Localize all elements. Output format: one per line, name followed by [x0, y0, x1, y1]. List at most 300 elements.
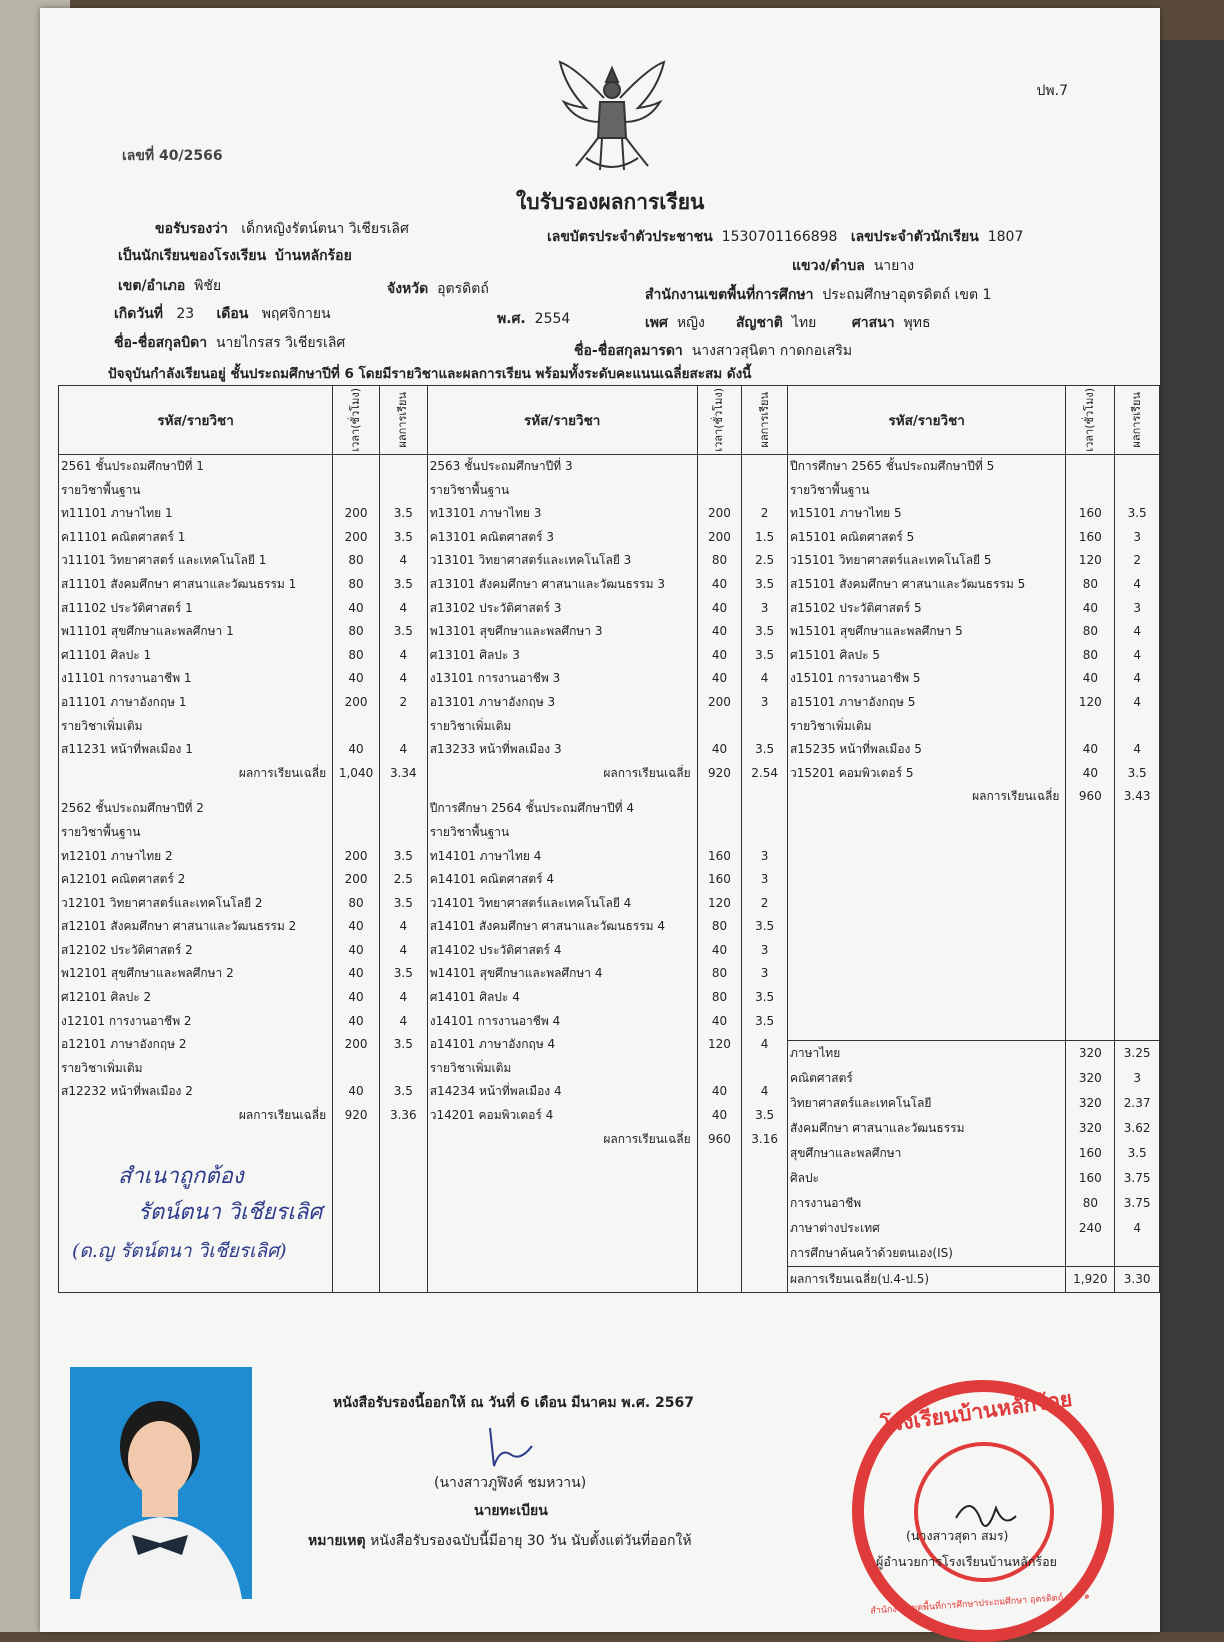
- summary-cell: การศึกษาค้นคว้าด้วยตนเอง(IS): [789, 1246, 953, 1260]
- hours-cell: [333, 715, 379, 739]
- hours-cell: 40: [348, 990, 364, 1005]
- grade-cell: [742, 797, 787, 821]
- hours-cell: 80: [348, 576, 364, 591]
- summary-total-cell: ผลการเรียนเฉลี่ย(ป.4-ป.5): [788, 1266, 1065, 1292]
- average-label: ผลการเรียนเฉลี่ย: [603, 1131, 691, 1146]
- grade-cell: 3.5: [393, 576, 413, 591]
- summary-cell: 160: [1078, 1171, 1102, 1185]
- subject-cell: รายวิชาเพิ่มเติม: [429, 718, 512, 733]
- subject-cell: ศ15101 ศิลปะ 5: [789, 647, 881, 662]
- hours-cell: 160: [708, 848, 731, 863]
- header-grade-2: [742, 386, 788, 455]
- grade-cell: 4: [399, 919, 408, 934]
- student-photo: [70, 1367, 252, 1599]
- hours-cell: 40: [711, 624, 728, 639]
- subject-cell: พ15101 สุขศึกษาและพลศึกษา 5: [789, 624, 963, 639]
- subject-cell: ศ14101 ศิลปะ 4: [429, 990, 520, 1005]
- subject-cell: 2562 ชั้นประถมศึกษาปีที่ 2: [61, 801, 204, 816]
- hours-cell: 40: [711, 647, 728, 662]
- hours-cell: 200: [708, 506, 731, 521]
- subject-cell: ศ12101 ศิลปะ 2: [61, 990, 152, 1005]
- school-label: เป็นนักเรียนของโรงเรียน: [118, 248, 267, 264]
- subject-cell: ง13101 การงานอาชีพ 3: [429, 671, 561, 686]
- subject-cell: ส14101 สังคมศึกษา ศาสนาและวัฒนธรรม 4: [429, 919, 666, 934]
- summary-cell: 3.62: [1123, 1121, 1151, 1135]
- grade-cell: 3: [760, 872, 769, 887]
- hours-cell: 40: [348, 1084, 364, 1099]
- grade-cell: 3.5: [393, 895, 413, 910]
- average-label: ผลการเรียนเฉลี่ย: [238, 765, 327, 780]
- district-label: เขต/อำเภอ: [118, 278, 186, 294]
- mother-label: ชื่อ-ชื่อสกุลมารดา: [574, 343, 683, 359]
- mother-name: นางสาวสุนิตา กาดกอเสริม: [691, 343, 853, 359]
- grade-cell: 3.5: [393, 848, 413, 863]
- hours-cell: 200: [344, 694, 368, 709]
- hours-cell: 1,040: [338, 765, 374, 780]
- hours-cell: 40: [711, 1108, 728, 1123]
- summary-block: [1066, 1040, 1114, 1292]
- grade-cell: [742, 821, 787, 845]
- registrar-signature-icon: [480, 1418, 540, 1478]
- grade-cell: 3.5: [1127, 506, 1147, 521]
- page-title: ใบรับรองผลการเรียน: [516, 190, 705, 214]
- grade-cell: 2: [760, 506, 769, 521]
- grades-table: [58, 385, 1160, 1293]
- grade-cell: 3: [760, 848, 769, 863]
- summary-cell: 4: [1133, 1221, 1141, 1235]
- grade-cell: [1115, 715, 1159, 739]
- grade-cell: 4: [1133, 742, 1141, 757]
- summary-cell: 320: [1078, 1121, 1102, 1135]
- grade-cell: [1115, 455, 1159, 479]
- office-line: [645, 284, 991, 306]
- province-line: [387, 278, 489, 300]
- grade-cell: [380, 715, 427, 739]
- hours-cell: 200: [344, 848, 368, 863]
- subdistrict-line: [792, 255, 914, 277]
- hours-cell: 120: [708, 1037, 731, 1052]
- grade-cell: 4: [399, 742, 408, 757]
- hours-cell: 80: [348, 553, 364, 568]
- subject-cell: ง11101 การงานอาชีพ 1: [61, 671, 192, 686]
- grade-cell: [742, 479, 787, 503]
- hours-cell: [698, 479, 742, 503]
- header-subject-1: รหัส/รายวิชา: [59, 386, 333, 455]
- grade-cell: [1115, 479, 1159, 503]
- district-line: [118, 275, 221, 297]
- summary-cell: การงานอาชีพ: [789, 1196, 862, 1210]
- born-year-label: พ.ศ.: [497, 311, 526, 327]
- grade-cell: 3: [760, 694, 769, 709]
- note-label: หมายเหตุ: [308, 1533, 366, 1549]
- father-line: [114, 332, 345, 354]
- subject-cell: 2563 ชั้นประถมศึกษาปีที่ 3: [429, 459, 573, 473]
- subject-cell: พ14101 สุขศึกษาและพลศึกษา 4: [429, 966, 603, 981]
- grade-cell: 3: [760, 966, 769, 981]
- hours-cell: 40: [711, 600, 728, 615]
- note-text: หนังสือรับรองฉบับนี้มีอายุ 30 วัน นับตั้งแต่วันที่ออกให้: [370, 1533, 692, 1549]
- born-month: พฤศจิกายน: [261, 306, 331, 322]
- subject-cell: ท13101 ภาษาไทย 3: [429, 506, 542, 521]
- hours-cell: 80: [711, 990, 728, 1005]
- header-grade-label: ผลการเรียน: [396, 392, 410, 448]
- sex-nationality-line: [645, 312, 931, 334]
- certify-line: [155, 218, 409, 240]
- grade-cell: 3.5: [393, 1084, 413, 1099]
- seal-text-bottom: สำนักงานเขตพื้นที่การศึกษาประถมศึกษา อุตรดิตถ์ เขต ๑: [869, 1591, 1090, 1617]
- hours-cell: 80: [1082, 624, 1098, 639]
- registrar-title: นายทะเบียน: [474, 1503, 548, 1519]
- note-line: [308, 1530, 692, 1552]
- subject-cell: อ11101 ภาษาอังกฤษ 1: [61, 694, 187, 709]
- certify-label: ขอรับรองว่า: [155, 221, 228, 237]
- subject-cell: ค12101 คณิตศาสตร์ 2: [61, 872, 186, 887]
- nationality-value: ไทย: [791, 315, 817, 331]
- summary-cell: [1115, 1241, 1159, 1266]
- grade-cell: 3.5: [1127, 765, 1147, 780]
- subdistrict-label: แขวง/ตำบล: [792, 258, 865, 274]
- student-name: เด็กหญิงรัตน์ตนา วิเชียรเลิศ: [241, 221, 409, 237]
- current-study-line: ปัจจุบันกำลังเรียนอยู่ ชั้นประถมศึกษาปีที่ 6 โดยมีรายวิชาและผลการเรียน พร้อมทั้งระดับคะแนนเฉลี่ยสะสม ดังนี้: [108, 366, 752, 382]
- col1-grades: [379, 455, 427, 1293]
- summary-block: [788, 1040, 1065, 1292]
- hours-cell: [1066, 479, 1114, 503]
- hours-cell: [333, 797, 379, 821]
- grade-cell: 3.5: [755, 990, 775, 1005]
- average-label: ผลการเรียนเฉลี่ย: [603, 765, 691, 780]
- hours-cell: 920: [708, 765, 731, 780]
- summary-cell: วิทยาศาสตร์และเทคโนโลยี: [789, 1096, 932, 1110]
- grade-cell: [380, 455, 427, 479]
- subject-cell: ส15235 หน้าที่พลเมือง 5: [789, 742, 922, 757]
- hours-cell: 40: [1082, 765, 1098, 780]
- table-header-row: [59, 386, 1160, 455]
- header-grade-3: [1115, 386, 1160, 455]
- grade-cell: 3.5: [755, 919, 775, 934]
- id-card-number: 1530701166898: [721, 229, 838, 245]
- student-number: 1807: [987, 229, 1024, 245]
- subject-cell: ส15102 ประวัติศาสตร์ 5: [789, 600, 922, 615]
- grade-cell: 3: [1133, 529, 1141, 544]
- director-title: ผู้อำนวยการโรงเรียนบ้านหลักร้อย: [876, 1554, 1057, 1569]
- hours-cell: 40: [711, 1084, 728, 1099]
- grade-cell: 4: [1133, 624, 1141, 639]
- subject-cell: รายวิชาเพิ่มเติม: [429, 1060, 512, 1075]
- header-hours-label: เวลา(ชั่วโมง): [1083, 388, 1097, 452]
- subdistrict-value: นายาง: [873, 258, 915, 274]
- subject-cell: ศ13101 ศิลปะ 3: [429, 647, 520, 662]
- hours-cell: 120: [1078, 553, 1102, 568]
- student-no-label: เลขประจำตัวนักเรียน: [850, 229, 979, 245]
- hours-cell: 40: [348, 966, 364, 981]
- grade-cell: 2: [399, 694, 408, 709]
- subject-cell: พ11101 สุขศึกษาและพลศึกษา 1: [61, 624, 234, 639]
- subject-cell: ส13101 สังคมศึกษา ศาสนาและวัฒนธรรม 3: [429, 576, 666, 591]
- grade-cell: 3.5: [393, 506, 413, 521]
- grade-cell: 3.5: [393, 1037, 413, 1052]
- grade-cell: 3.43: [1123, 789, 1151, 804]
- subject-cell: อ15101 ภาษาอังกฤษ 5: [789, 694, 916, 709]
- birth-line: [114, 303, 331, 325]
- subject-cell: ท12101 ภาษาไทย 2: [61, 848, 173, 863]
- grade-cell: 3.5: [755, 647, 775, 662]
- grade-cell: 3.5: [393, 529, 413, 544]
- subject-cell: ง15101 การงานอาชีพ 5: [789, 671, 921, 686]
- school-seal: [852, 1380, 1114, 1642]
- hours-cell: 960: [1078, 789, 1102, 804]
- summary-cell: ภาษาต่างประเทศ: [789, 1221, 880, 1235]
- header-hours-label: เวลา(ชั่วโมง): [349, 388, 363, 452]
- col1-hours: [333, 455, 380, 1293]
- subject-cell: ส14102 ประวัติศาสตร์ 4: [429, 942, 562, 957]
- subject-cell: รายวิชาพื้นฐาน: [61, 482, 141, 497]
- summary-total-cell: 3.30: [1115, 1266, 1159, 1292]
- grade-cell: 4: [399, 647, 408, 662]
- nationality-label: สัญชาติ: [735, 315, 783, 331]
- hours-cell: 40: [1082, 671, 1098, 686]
- header-hours-label: เวลา(ชั่วโมง): [712, 388, 726, 452]
- subject-cell: พ12101 สุขศึกษาและพลศึกษา 2: [61, 966, 234, 981]
- summary-cell: 3.25: [1123, 1046, 1151, 1060]
- grade-cell: 3.5: [755, 742, 775, 757]
- subject-cell: ค14101 คณิตศาสตร์ 4: [429, 872, 555, 887]
- grade-cell: 3.5: [755, 1108, 775, 1123]
- summary-cell: 3.5: [1127, 1146, 1147, 1160]
- header-hours-2: [697, 386, 742, 455]
- grade-cell: 3.16: [751, 1131, 778, 1146]
- hours-cell: [698, 1057, 742, 1081]
- subject-cell: ส13233 หน้าที่พลเมือง 3: [429, 742, 562, 757]
- grade-cell: 3.34: [389, 765, 417, 780]
- header-hours-3: [1066, 386, 1115, 455]
- subject-cell: ว15201 คอมพิวเตอร์ 5: [789, 765, 914, 780]
- subject-cell: ท15101 ภาษาไทย 5: [789, 506, 902, 521]
- district-value: พิชัย: [194, 278, 222, 294]
- subject-cell: ศ11101 ศิลปะ 1: [61, 647, 152, 662]
- subject-cell: ส11102 ประวัติศาสตร์ 1: [61, 600, 193, 615]
- hours-cell: 40: [711, 742, 728, 757]
- subject-cell: รายวิชาพื้นฐาน: [789, 482, 870, 497]
- subject-cell: ว15101 วิทยาศาสตร์และเทคโนโลยี 5: [789, 553, 992, 568]
- hours-cell: 80: [711, 919, 728, 934]
- office-label: สำนักงานเขตพื้นที่การศึกษา: [645, 287, 814, 303]
- average-label: ผลการเรียนเฉลี่ย: [972, 789, 1060, 804]
- hours-cell: [698, 797, 742, 821]
- header-subject-2: รหัส/รายวิชา: [427, 386, 697, 455]
- subject-cell: ว14101 วิทยาศาสตร์และเทคโนโลยี 4: [429, 895, 632, 910]
- subject-cell: รายวิชาพื้นฐาน: [429, 824, 510, 839]
- grade-cell: 4: [760, 1084, 769, 1099]
- grade-cell: 4: [399, 671, 408, 686]
- hours-cell: 80: [711, 966, 728, 981]
- born-day: 23: [176, 306, 195, 322]
- row-gap: [59, 785, 332, 797]
- subject-cell: ง14101 การงานอาชีพ 4: [429, 1013, 561, 1028]
- born-year: 2554: [534, 311, 571, 327]
- province-label: จังหวัด: [387, 281, 429, 297]
- religion-value: พุทธ: [903, 315, 931, 331]
- subject-cell: ท14101 ภาษาไทย 4: [429, 848, 542, 863]
- hours-cell: [1066, 715, 1114, 739]
- handwritten-signature: รัตน์ตนา วิเชียรเลิศ: [138, 1200, 323, 1225]
- grade-cell: 2.54: [751, 765, 778, 780]
- summary-cell: สังคมศึกษา ศาสนาและวัฒนธรรม: [789, 1121, 965, 1135]
- summary-cell: ศิลปะ: [789, 1171, 820, 1185]
- col2-hours: [697, 455, 742, 1293]
- hours-cell: [1066, 455, 1114, 479]
- school-name: บ้านหลักร้อย: [275, 248, 352, 264]
- hours-cell: 40: [348, 1013, 364, 1028]
- grade-cell: 3.5: [755, 1013, 775, 1028]
- grade-cell: 3: [1133, 600, 1141, 615]
- hours-cell: [333, 821, 379, 845]
- hours-cell: [698, 455, 742, 479]
- subject-cell: ส15101 สังคมศึกษา ศาสนาและวัฒนธรรม 5: [789, 576, 1026, 591]
- header-grade-label: ผลการเรียน: [757, 392, 771, 448]
- subject-cell: รายวิชาพื้นฐาน: [429, 482, 510, 497]
- hours-cell: 80: [348, 895, 364, 910]
- summary-cell: [1066, 1241, 1114, 1266]
- office-value: ประถมศึกษาอุตรดิตถ์ เขต 1: [822, 287, 992, 303]
- subject-cell: ค11101 คณิตศาสตร์ 1: [61, 529, 186, 544]
- subject-cell: ค13101 คณิตศาสตร์ 3: [429, 529, 555, 544]
- header-grade-label: ผลการเรียน: [1130, 392, 1144, 448]
- birth-year-line: [497, 308, 570, 330]
- subject-cell: อ14101 ภาษาอังกฤษ 4: [429, 1037, 556, 1052]
- id-card-label: เลขบัตรประจำตัวประชาชน: [547, 229, 713, 245]
- summary-cell: 3: [1133, 1071, 1141, 1085]
- grade-cell: 4: [399, 553, 408, 568]
- subject-cell: ส12101 สังคมศึกษา ศาสนาและวัฒนธรรม 2: [61, 919, 297, 934]
- summary-total-cell: 1,920: [1066, 1266, 1114, 1292]
- hours-cell: 80: [348, 624, 364, 639]
- mother-line: [574, 340, 852, 362]
- grade-cell: 3.5: [393, 624, 413, 639]
- subject-cell: รายวิชาเพิ่มเติม: [61, 718, 143, 733]
- hours-cell: 200: [708, 694, 731, 709]
- subject-cell: ปีการศึกษา 2564 ชั้นประถมศึกษาปีที่ 4: [429, 801, 635, 816]
- hours-cell: 40: [711, 671, 728, 686]
- subject-cell: พ13101 สุขศึกษาและพลศึกษา 3: [429, 624, 603, 639]
- grade-cell: 2: [760, 895, 769, 910]
- hours-cell: 40: [711, 576, 728, 591]
- hours-cell: 200: [344, 529, 368, 544]
- grade-cell: [742, 455, 787, 479]
- header-subject-3: รหัส/รายวิชา: [787, 386, 1065, 455]
- born-month-label: เดือน: [216, 306, 249, 322]
- director-name: (นางสาวสุดา สมร): [906, 1528, 1009, 1543]
- registrar-name: (นางสาวภูฬิงค์ ชมหวาน): [434, 1475, 587, 1491]
- grade-cell: [380, 797, 427, 821]
- hours-cell: [698, 821, 742, 845]
- summary-cell: คณิตศาสตร์: [789, 1071, 853, 1085]
- row-gap: [698, 785, 742, 797]
- subject-cell: รายวิชาเพิ่มเติม: [789, 718, 872, 733]
- hours-cell: 40: [711, 942, 728, 957]
- summary-cell: 2.37: [1123, 1096, 1151, 1110]
- grade-cell: 3.5: [755, 576, 775, 591]
- id-line: [547, 226, 1023, 248]
- row-gap: [742, 785, 787, 797]
- summary-cell: สุขศึกษาและพลศึกษา: [789, 1146, 902, 1160]
- summary-cell: 320: [1078, 1096, 1102, 1110]
- subject-cell: อ12101 ภาษาอังกฤษ 2: [61, 1037, 187, 1052]
- father-name: นายไกรสร วิเชียรเลิศ: [215, 335, 346, 351]
- hours-cell: [333, 1057, 379, 1081]
- hours-cell: 80: [711, 553, 728, 568]
- grade-cell: [742, 1057, 787, 1081]
- summary-cell: 80: [1082, 1196, 1098, 1210]
- hours-cell: [333, 455, 379, 479]
- hours-cell: 120: [1078, 694, 1102, 709]
- grade-cell: 2.5: [393, 872, 413, 887]
- row-gap: [428, 785, 697, 797]
- grade-cell: 4: [1133, 671, 1141, 686]
- subject-cell: ง12101 การงานอาชีพ 2: [61, 1013, 192, 1028]
- school-line: [118, 245, 352, 267]
- row-gap: [380, 785, 427, 797]
- grade-cell: 4: [399, 990, 408, 1005]
- grade-cell: 3.5: [393, 966, 413, 981]
- col3-subjects: [787, 455, 1065, 1293]
- hours-cell: 200: [344, 872, 368, 887]
- grade-cell: [742, 715, 787, 739]
- col3-grades: [1115, 455, 1160, 1293]
- grade-cell: 3.5: [755, 624, 775, 639]
- born-day-label: เกิดวันที่: [114, 306, 164, 322]
- hours-cell: 40: [348, 742, 364, 757]
- province-value: อุตรดิตถ์: [437, 281, 489, 297]
- summary-cell: 160: [1078, 1146, 1102, 1160]
- form-code: ปพ.7: [1036, 83, 1068, 99]
- grade-cell: 4: [760, 1037, 769, 1052]
- garuda-emblem-icon: [556, 58, 668, 174]
- hours-cell: [698, 715, 742, 739]
- seal-text: โรงเรียนบ้านหลักร้อย: [879, 1386, 1074, 1438]
- hours-cell: 40: [348, 919, 364, 934]
- summary-block: [1115, 1040, 1159, 1292]
- subject-cell: ท11101 ภาษาไทย 1: [61, 506, 173, 521]
- hours-cell: 80: [1082, 576, 1098, 591]
- hours-cell: 200: [344, 506, 368, 521]
- hours-cell: 40: [348, 671, 364, 686]
- summary-cell: 3.75: [1123, 1196, 1151, 1210]
- hours-cell: 40: [348, 942, 364, 957]
- subject-cell: 2561 ชั้นประถมศึกษาปีที่ 1: [61, 459, 204, 473]
- header-grade-1: [379, 386, 427, 455]
- religion-label: ศาสนา: [851, 315, 895, 331]
- average-label: ผลการเรียนเฉลี่ย: [238, 1108, 327, 1123]
- hours-cell: 960: [708, 1131, 731, 1146]
- hours-cell: 80: [348, 647, 364, 662]
- header-hours-1: [333, 386, 380, 455]
- hours-cell: 920: [344, 1108, 368, 1123]
- summary-cell: 240: [1078, 1221, 1102, 1235]
- col2-subjects: [427, 455, 697, 1293]
- summary-cell: 3.75: [1123, 1171, 1151, 1185]
- sex-label: เพศ: [645, 315, 668, 331]
- grade-cell: 4: [1133, 694, 1141, 709]
- hours-cell: 40: [711, 1013, 728, 1028]
- hours-cell: [333, 479, 379, 503]
- grade-cell: [380, 479, 427, 503]
- grade-cell: 4: [1133, 576, 1141, 591]
- grade-cell: [380, 1057, 427, 1081]
- sex-value: หญิง: [676, 315, 705, 331]
- grade-cell: 2.5: [755, 553, 775, 568]
- row-gap: [333, 785, 379, 797]
- hours-cell: 200: [344, 1037, 368, 1052]
